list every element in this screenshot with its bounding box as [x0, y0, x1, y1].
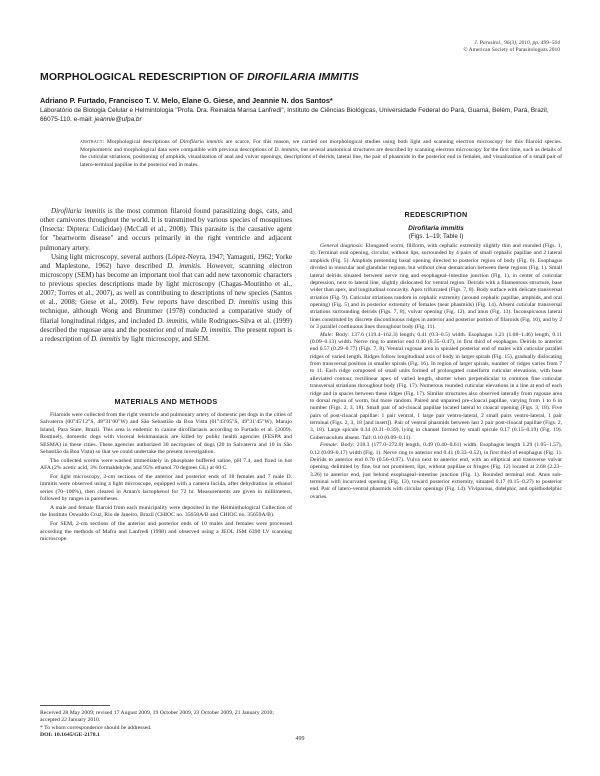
footnote-divider [40, 705, 110, 706]
title-prefix: MORPHOLOGICAL REDESCRIPTION OF [40, 71, 248, 83]
intro-species-5: D. immitis. [200, 325, 233, 334]
intro-text-1: is the most common filaroid found parasitizing dogs, cats, and other carnivores throughout the world. It is transmitted by various species of mosquitoes (Insecta: Diptera: Culicidae) (McCall et al., 2008). This parasite is the causative agent for "heartworm disease" and occurs primarily in the right ventricle and adjacent pulmonary artery. [40, 207, 292, 252]
abstract-label: abstract: [80, 139, 105, 145]
abstract-text-2: are scarce. For this reason, we carried out morphological studies using both light and scanning electron microscopy for this filaroid species. Morphometric and morphological data were compatible with previous descriptions of [80, 139, 563, 153]
general-diagnosis-text: Elongated worm, filiform, with cephalic extremity slightly thin and rounded (Figs. 1, 4). Terminal oral opening, circular, without lips, surrounded by 4 pairs of small cephalic papillae and 2 lateral amphids (Fig. 5). Amphids presenting basal opening directed to posterior region of body (Fig. 6). Esophagus divided in muscular and glandular regions, but without clear demarcation between these regions (Fig. 1). Small lateral deirids situated between nerve ring and esophageal–intestine junction (Fig. 1), in center of cuticular depression, next to lateral line, slightly dislocated for ventral region. Deirids with a filamentous structure, base wider than apex, and longitudinal concavity. Apex trifurcated (Figs. 7, 8). Body surface with delicate transversal striation (Fig. 9). Cuticular striations random in cephalic extremity (around cephalic papillae, amphids, and oral opening) (Fig. 5) and in posterior extremity of females (near phasmids) (Fig. 14). Absent cuticular transversal striations surrounding deirids (Figs. 7, 8), vulvar opening (Fig. 12), and anus (Fig. 13). Inconspicuous lateral lines constituted by discrete discontinuous ridges in anterior and posterior portion of filaroids (Fig. 10), and by 2 or 3 parallel continuous lines throughout body (Fig. 11). [310, 243, 563, 331]
page-number: 499 [295, 736, 305, 742]
intro-text-2d: while Rodrigues-Silva et al. (1999) described the rugosae area and the posterior end of male [40, 316, 292, 334]
abstract-text-1: Morphological descriptions of [106, 139, 177, 145]
abstract [80, 139, 562, 169]
female-text: Body: 218.3 (177.0–272.0) length, 0.49 (0.40–0.61) width. Esophagus length 1.29 (1.05–1.57), 0.12 (0.09–0.17) width (Fig. 1). Nerve ring to anterior end 0.41 (0.33–0.52), in first third of esophagus (Fig. 1). Deirids to anterior end 0.70 (0.56–0.97). Vulva next to anterior end, with an elliptical and transverse vulvar opening, delimited by fine, but not prominent, lips, without papillae or fringes (Fig. 12) located at 2.68 (2.23–3.26) to anterior end, just behind esophageal–intestine junction (Fig. 1). Rounded terminal end. Anus sub-terminal with incurvated opening (Fig. 13), toward posterior extremity, situated 0.17 (0.15–0.27) to posterior end. Pair of latero-ventral phasmids with circular openings (Fig. 14). Viviparous, didelphic, and opisthodelphic ovaries. [310, 442, 562, 500]
intro-text-2f: by light microscopy, and SEM. [122, 334, 210, 343]
intro-species-2: D. immitis. [167, 261, 202, 270]
article-title [40, 71, 560, 83]
figure-reference: (Figs. 1–19; Table I) [408, 233, 464, 240]
methods-paragraph-3: For light microscopy, 2-cm sections of the anterior and posterior ends of 18 females and 7 male D. immitis were observed using a light microscope, equipped with a camera lucida, after dehydration in ethanol series (70–100%), then cleared in Aman's lactophenol for 72 hr. Measurements are given in millimeters, followed by ranges in parentheses. [40, 474, 292, 503]
male-description [310, 332, 562, 443]
methods-heading: MATERIALS AND METHODS [114, 397, 218, 406]
footnotes [40, 710, 292, 739]
intro-paragraph-2 [40, 253, 292, 344]
intro-text-2a: Using light microscopy, several authors (López-Neyra, 1947; Yamaguti, 1962; Yorke and Maplestone, 1962) have described [40, 252, 292, 270]
introduction [40, 207, 292, 344]
intro-species: Dirofilaria immitis [51, 207, 106, 215]
redescription-body [310, 243, 562, 501]
author-list: Adriano P. Furtado, Francisco T. V. Melo, Elane G. Giese, and Jeannie N. dos Santos* [40, 96, 333, 105]
abstract-text-3: but several anatomical structures are described by scanning electron microscopy for the first time, such as details of the cuticular striations, positioning of amphids, visualization of anal and vulvar openings, descriptions of deirids, lateral line, the pair of phasmids in the posterior end in females, and visualization of a small pair of latero-terminal papillae in the posterior end in males. [80, 146, 562, 168]
doi[interactable]: DOI: 10.1645/GE-2178.1 [40, 731, 100, 738]
general-diagnosis-label: General diagnosis: [320, 243, 364, 249]
redescription-heading: REDESCRIPTION [404, 210, 468, 219]
species-subheading: Dirofilaria immitis [408, 225, 464, 232]
affiliation [40, 107, 560, 124]
received-dates: Received 28 May 2009; revised 17 August 2009, 19 October 2009, 23 October 2009, 21 January 2010; accepted 22 January 2010. [40, 710, 274, 724]
intro-text-2e: The present report is a redescription of [40, 325, 292, 343]
title-species: DIROFILARIA IMMITIS [247, 71, 359, 83]
intro-text-2c: using this technique, although Wong and Brummer (1978) conducted a comparative study of filarial longitudinal ridges, and included [40, 298, 293, 325]
journal-citation: J. Parasitol., 96(3), 2010, pp. 499–504 [474, 40, 560, 46]
methods-paragraph-4: A male and female filaroid from each municipality were deposited in the Helminthological Collection of the Instituto Oswaldo Cruz, Rio de Janeiro, Brazil (CHIOC no. 35658A/B and CHIOC no. 35659A/B). [40, 505, 292, 519]
methods-paragraph-2: The collected worms were washed immediately in phosphate buffered saline, pH 7.4, and fixed in hot AFA (2% acetic acid, 3% formaldehyde, and 95% ethanol 70 degrees GL) at 60 C. [40, 457, 292, 472]
affiliation-text: Laboratório de Biologia Celular e Helmintologia "Profa. Dra. Reinalda Marisa Lanfredi", Instituto de Ciências Biológicas, Universidade Federal do Pará, Guamá, Belém, Pará, Brazil, 66075-110. [40, 107, 549, 123]
abstract-species-1: Dirofilaria immitis [179, 139, 224, 145]
male-label: Male: [320, 331, 334, 338]
correspondence-note: * To whom correspondence should be addressed. [40, 724, 152, 731]
methods-paragraph-1: Filaroids were collected from the right ventricle and pulmonary artery of domestic pet dogs in the cities of Salvaterra (00°45′12″S, 48°31′00″W) and São Sebastião da Boa Vista (01°43′05″S, 49°31′45″W), Marajo Island, Para State, Brazil. This area is endemic to canine dirofilariasis according to Furtado et al. (2009). Routinely, domestic dogs with visceral leishmaniasis are killed by public health agencies (FESPA and SESMA) in these cities. These agencies authorized 30 necropsies of dogs (20 in Salvaterra and 10 in São Sebastião da Boa Vista) so that we could undertake the present investigation. [40, 412, 292, 455]
female-description [310, 442, 562, 501]
abstract-species-2: D. immitis, [274, 146, 300, 153]
copyright-line: © American Society of Parasitologists 2010 [463, 47, 560, 54]
email-label: e-mail: [73, 115, 93, 123]
male-text: Body: 137.6 (119.4–162.3) length, 0.41 (0.3–0.5) width. Esophagus 1.21 (1.08–1.46) length, 0.11 (0.09–0.13) width. Nerve ring to anterior end 0.40 (0.35–0.47), in first third of esophagus. Deirids to anterior end 0.57 (0.29–0.77) (Figs. 7, 8). Ventral rugosae area in spiraled posterior end of males with cuticular parallel ridges of varied length. Ridges follow longitudinal axis of body in larger spirals (Fig. 15), gradually dislocating from transversal position in smaller spirals (Fig. 16). In region of larger spirals, number of ridges varies from 7 to 11. Each ridge composed of small units formed of prolongated cuneiform cuticular elevations, with base alleviated contour, rectilinear apex of varied length, shorter when perpendicular to common fine cuticular transversal striations throughout body (Fig. 17). Numerous rounded cuticular elevations in a line at end of each ridge and in spaces between these ridges (Fig. 17). Similar structures also observed laterally from rugosae area to dorsal region of worm, but more random. Paired and unpaired pre-cloacal papillae, varying from 1 to 6 in number (Figs. 2, 3, 18). Small pair of ad-cloacal papillae located lateral to cloacal opening (Figs. 3, 18). Five pairs of post-cloacal papillae: 1 pair ventral, 1 large pair ventro-lateral, 2 small pairs ventro-lateral, 1 pair terminal (Figs. 2, 3, 18 [and insert]). Pair of ventral phasmids between last 2 pair post-cloacal papillae (Figs. 2, 3, 18). Large spicule 0.34 (0.31–0.39), lying in channel formed by small spicule 0.17 (0.15–0.19) (Fig. 19). Gubernaculum absent. Tail: 0.10 (0.09–0.11). [310, 331, 562, 441]
intro-species-4: D. immitis, [157, 316, 189, 325]
general-diagnosis [310, 243, 562, 332]
methods-body [40, 412, 292, 545]
methods-paragraph-5: For SEM, 2-cm sections of the anterior and posterior ends of 10 males and females were processed according the methods of Mafra and Lanfredi (1998) and observed using a JEOL JSM 6390 LV scanning microscope. [40, 521, 292, 542]
journal-reference [463, 40, 560, 54]
intro-species-3: D. immitis [228, 298, 260, 307]
intro-text-2b: However, scanning electron microscopy (SEM) has become an important tool that can add new taxonomic characters to previous species descriptions made by light microscopy (Chagas-Moutinho et al., 2007; Torres et al., 2007), as well as contributing to descriptions of new species (Santos et al., 2008; Giese et al., 2009). Few reports have described [40, 261, 293, 307]
intro-paragraph-1 [40, 207, 292, 253]
female-label: Female: [320, 442, 339, 449]
intro-species-6: D. immitis [91, 334, 121, 343]
contact-email[interactable]: jeannie@ufpa.br [94, 115, 142, 123]
